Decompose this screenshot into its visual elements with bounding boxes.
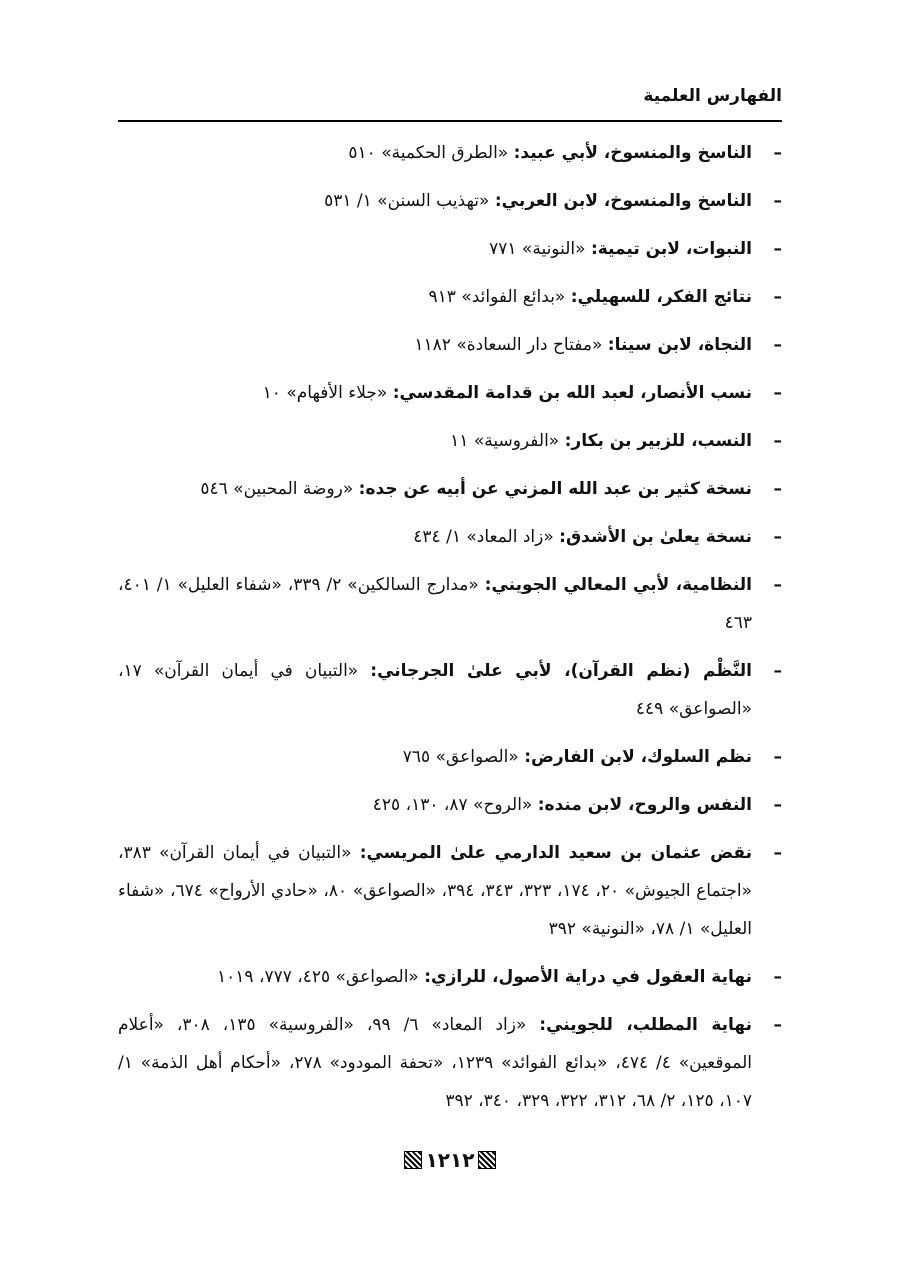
entry-dash: – [773,575,782,595]
entry-title: نهاية العقول في دراية الأصول، للرازي: [424,967,752,987]
index-entry [118,652,782,728]
entry-refs: «الصواعق» ٤٢٥، ٧٧٧، ١٠١٩ [217,967,419,987]
entry-dash: – [773,479,782,499]
entry-dash: – [773,287,782,307]
index-entry [118,1006,782,1120]
page-number-group [404,1148,497,1172]
entry-refs: «الصواعق» ٧٦٥ [402,747,519,767]
entry-dash: – [773,795,782,815]
entry-dash: – [773,191,782,211]
index-entry [118,374,782,412]
entry-dash: – [773,239,782,259]
entry-title: النفس والروح، لابن منده: [537,795,752,815]
entry-refs: «الطرق الحكمية» ٥١٠ [348,143,509,163]
entry-refs: «الفروسية» ١١ [450,431,560,451]
entry-refs: «زاد المعاد» ٦/ ٩٩، «الفروسية» ١٣٥، ٣٠٨، «أعلام الموقعين» ٤/ ٤٧٤، «بدائع الفوائد» ١٢٣٩، «تحفة المودود» ٢٧٨، «أحكام أهل الذمة» ١/ ١٠٧، ١٢٥، ٢/ ٦٨، ٣١٢، ٣٢٢، ٣٢٩، ٣٤٠، ٣٩٢ [118,1015,753,1111]
entry-dash: – [773,747,782,767]
index-entry [118,134,782,172]
entry-refs: «زاد المعاد» ١/ ٤٣٤ [413,527,554,547]
header-divider [118,120,782,122]
entry-dash: – [773,143,782,163]
entry-title: الناسخ والمنسوخ، لأبي عبيد: [513,143,752,163]
entry-refs: «التبيان في أيمان القرآن» ٣٨٣، «اجتماع الجيوش» ٢٠، ١٧٤، ٣٢٣، ٣٤٣، ٣٩٤، «الصواعق» ٨٠، «حادي الأرواح» ٦٧٤، «شفاء العليل» ١/ ٧٨، «النونية» ٣٩٢ [118,843,753,939]
entry-title: النسب، للزبير بن بكار: [564,431,752,451]
entry-refs: «التبيان في أيمان القرآن» ١٧، «الصواعق» ٤٤٩ [118,661,752,719]
entry-title: نتائج الفكر، للسهيلي: [570,287,752,307]
entry-title: النظامية، لأبي المعالي الجويني: [484,575,752,595]
entry-dash: – [773,335,782,355]
entry-refs: «بدائع الفوائد» ٩١٣ [428,287,566,307]
entry-title: النبوات، لابن تيمية: [590,239,752,259]
entry-title: نهاية المطلب، للجويني: [539,1015,753,1035]
entry-dash: – [773,661,782,681]
entry-title: نسخة كثير بن عبد الله المزني عن أبيه عن جده: [358,479,752,499]
entry-refs: «النونية» ٧٧١ [489,239,586,259]
index-list [118,134,782,1130]
index-entry [118,958,782,996]
entry-dash: – [773,527,782,547]
index-entry [118,738,782,776]
index-entry [118,422,782,460]
entry-refs: «الروح» ٨٧، ١٣٠، ٤٢٥ [372,795,533,815]
running-header: الفهارس العلمية [643,86,782,106]
entry-title: نظم السلوك، لابن الفارض: [524,747,752,767]
entry-dash: – [773,431,782,451]
entry-title: الناسخ والمنسوخ، لابن العربي: [494,191,752,211]
entry-title: نسب الأنصار، لعبد الله بن قدامة المقدسي: [392,383,752,403]
index-entry [118,278,782,316]
index-entry [118,182,782,220]
entry-title: النجاة، لابن سينا: [607,335,752,355]
entry-dash: – [773,967,782,987]
entry-dash: – [773,843,782,863]
entry-title: نسخة يعلىٰ بن الأشدق: [559,527,752,547]
entry-refs: «روضة المحبين» ٥٤٦ [200,479,354,499]
index-entry [118,326,782,364]
page-footer [0,1148,900,1174]
entry-refs: «تهذيب السنن» ١/ ٥٣١ [324,191,490,211]
entry-dash: – [773,383,782,403]
entry-title: النَّظْم (نظم القرآن)، لأبي علىٰ الجرجاني: [370,661,753,681]
page-number: ١٢١٢ [425,1148,475,1172]
index-entry [118,230,782,268]
index-entry [118,566,782,642]
entry-refs: «مدارج السالكين» ٢/ ٣٣٩، «شفاء العليل» ١/ ٤٠١، ٤٦٣ [118,575,752,633]
entry-refs: «جلاء الأفهام» ١٠ [262,383,388,403]
index-entry [118,834,782,948]
entry-refs: «مفتاح دار السعادة» ١١٨٢ [414,335,603,355]
index-entry [118,470,782,508]
ornament-icon [404,1151,422,1169]
index-entry [118,786,782,824]
index-entry [118,518,782,556]
entry-title: نقض عثمان بن سعيد الدارمي علىٰ المريسي: [359,843,752,863]
entry-dash: – [773,1015,782,1035]
ornament-icon [478,1151,496,1169]
